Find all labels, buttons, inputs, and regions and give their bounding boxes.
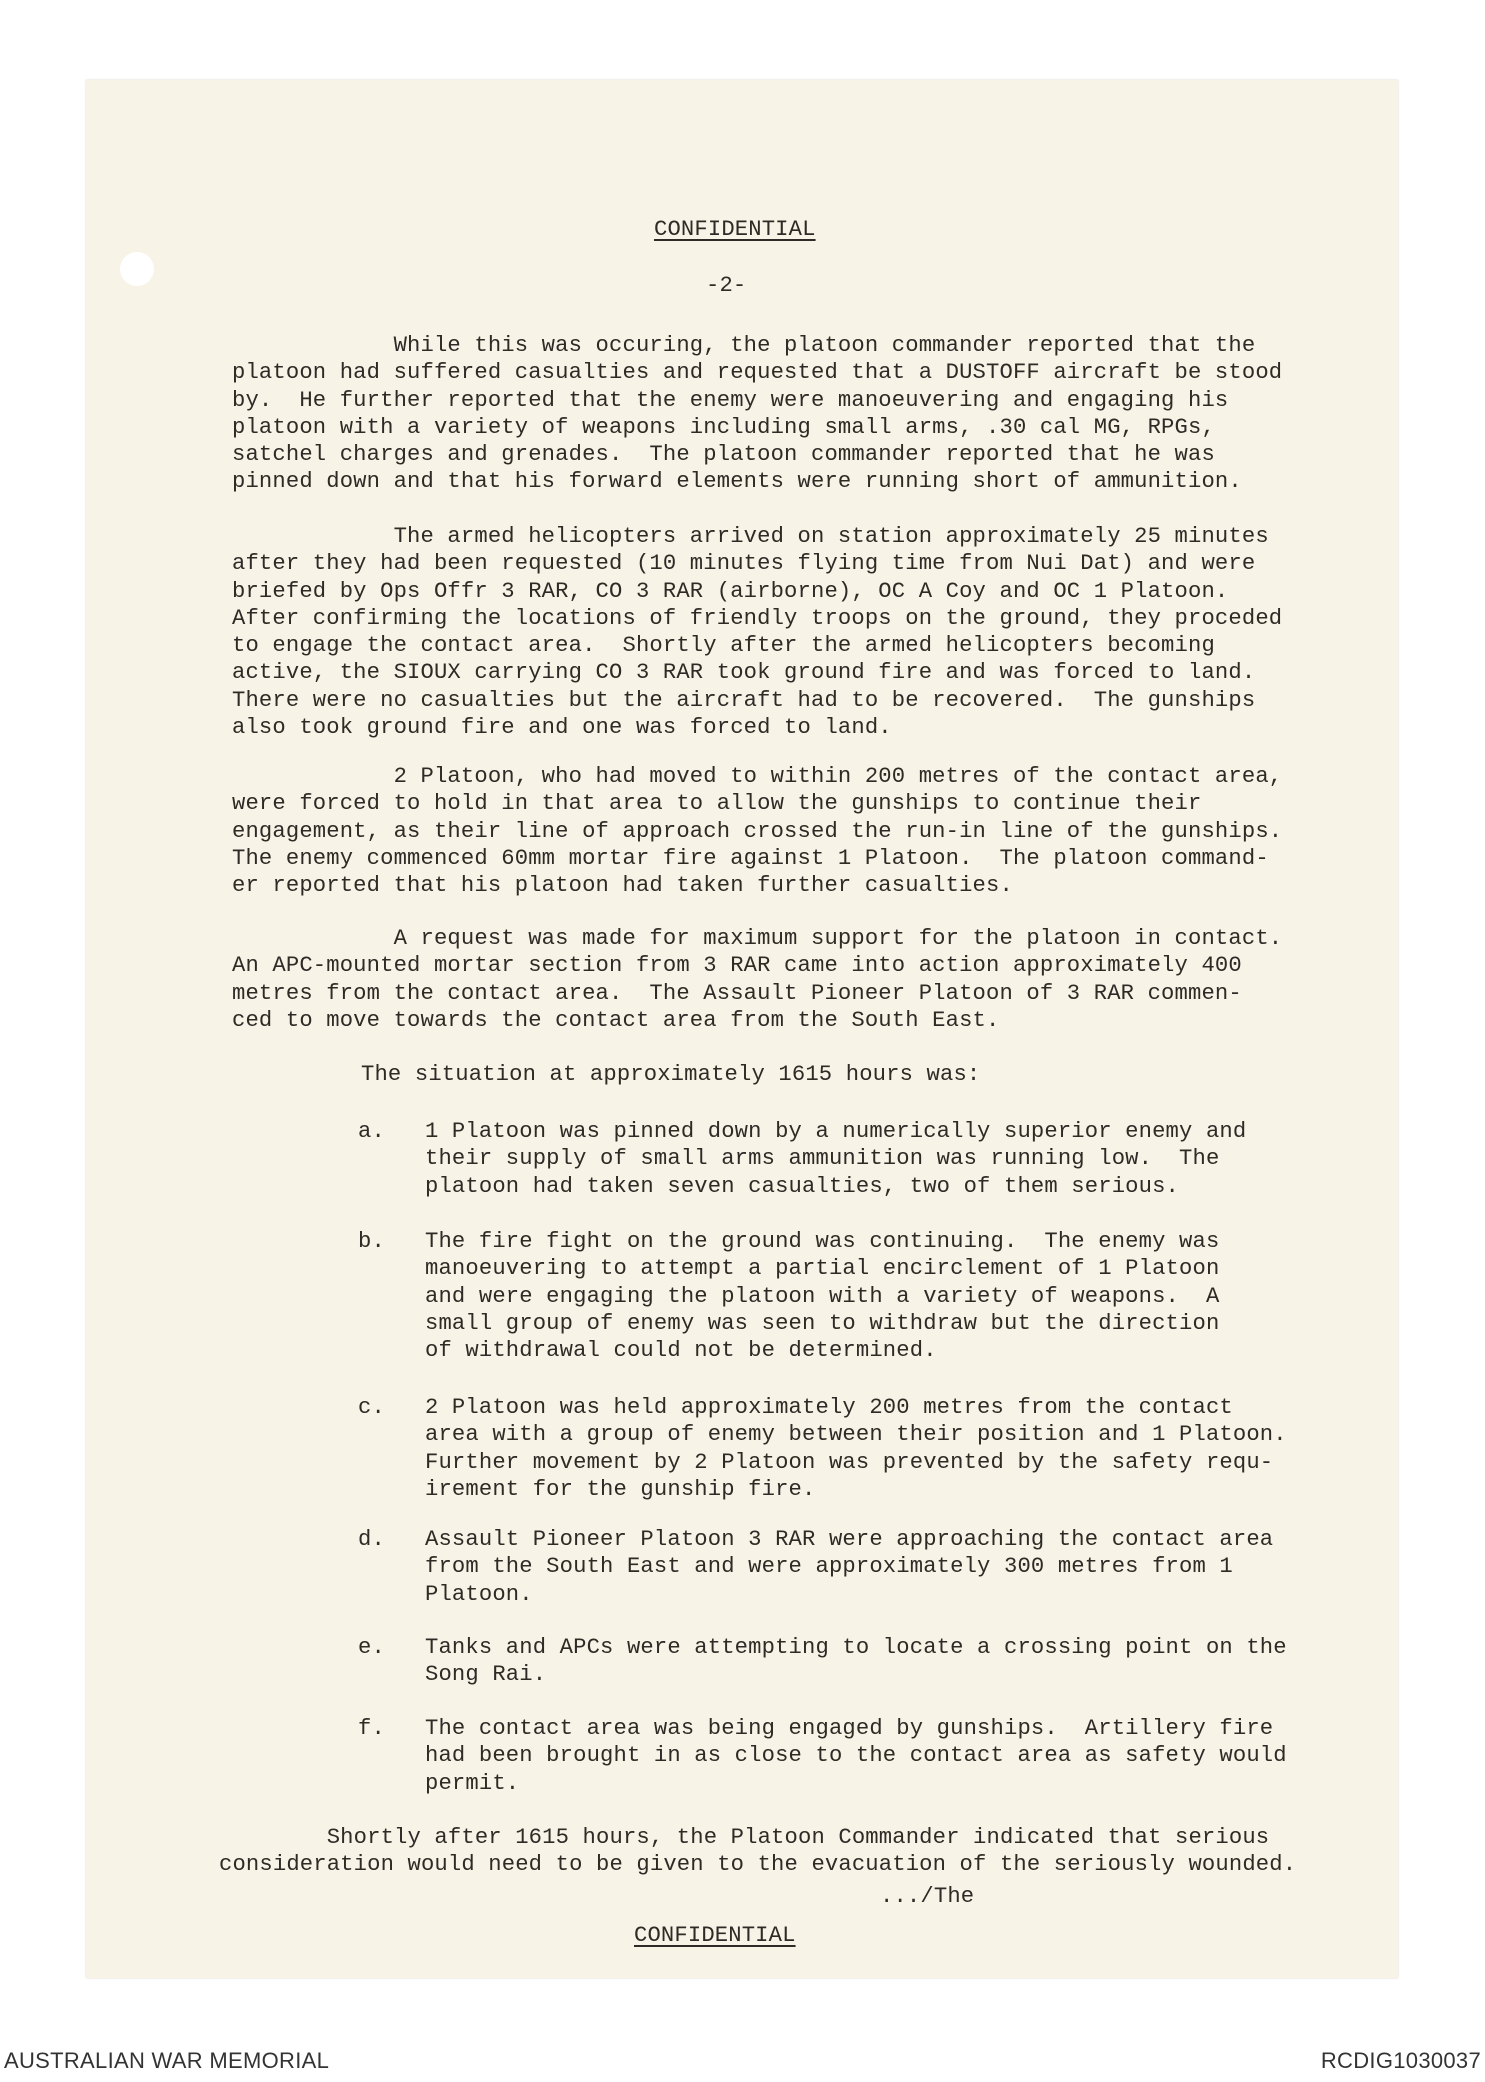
text-line: The contact area was being engaged by gunships. Artillery fire: [425, 1716, 1274, 1741]
text-line: Further movement by 2 Platoon was prevented by the safety requ-: [425, 1449, 1274, 1475]
punch-hole: [120, 252, 154, 286]
text-line: to engage the contact area. Shortly after the armed helicopters becoming: [232, 633, 1215, 659]
list-item-text: [425, 1394, 1287, 1503]
text-line: pinned down and that his forward elements were running short of ammunition.: [232, 469, 1242, 495]
text-line: While this was occuring, the platoon commander reported that the: [232, 333, 1256, 358]
text-line: Shortly after 1615 hours, the Platoon Commander indicated that serious: [219, 1825, 1270, 1850]
text-line: platoon with a variety of weapons including small arms, .30 cal MG, RPGs,: [232, 414, 1215, 440]
text-line: ced to move towards the contact area from the South East.: [232, 1007, 1000, 1033]
text-line: manoeuvering to attempt a partial encirclement of 1 Platoon: [425, 1256, 1220, 1282]
classification-footer: CONFIDENTIAL: [634, 1923, 796, 1948]
text-line: Platoon.: [425, 1581, 533, 1607]
text-line: The armed helicopters arrived on station approximately 25 minutes: [232, 524, 1269, 549]
text-line: had been brought in as close to the contact area as safety would: [425, 1743, 1287, 1769]
text-line: briefed by Ops Offr 3 RAR, CO 3 RAR (airborne), OC A Coy and OC 1 Platoon.: [232, 578, 1229, 604]
page-number: -2-: [706, 273, 747, 298]
text-line: The fire fight on the ground was continuing. The enemy was: [425, 1229, 1220, 1254]
text-line: An APC-mounted mortar section from 3 RAR came into action approximately 400: [232, 953, 1242, 979]
text-line: also took ground fire and one was forced to land.: [232, 715, 892, 741]
list-item-text: [425, 1118, 1246, 1200]
text-line: after they had been requested (10 minutes flying time from Nui Dat) and were: [232, 551, 1256, 577]
paragraph-3: [232, 763, 1282, 899]
archive-credit: AUSTRALIAN WAR MEMORIAL: [4, 2048, 330, 2073]
paragraph-4: [232, 925, 1282, 1034]
text-line: area with a group of enemy between their position and 1 Platoon.: [425, 1422, 1287, 1448]
paragraph-2: [232, 523, 1282, 741]
text-line: After confirming the locations of friendly troops on the ground, they proceded: [232, 605, 1283, 631]
list-item-letter: c.: [358, 1395, 385, 1420]
text-line: platoon had suffered casualties and requested that a DUSTOFF aircraft be stood: [232, 360, 1283, 386]
text-line: were forced to hold in that area to allow the gunships to continue their: [232, 791, 1202, 817]
text-line: irement for the gunship fire.: [425, 1476, 816, 1502]
text-line: There were no casualties but the aircraft had to be recovered. The gunships: [232, 687, 1256, 713]
classification-header: CONFIDENTIAL: [654, 217, 816, 242]
text-line: Song Rai.: [425, 1662, 547, 1688]
text-line: er reported that his platoon had taken further casualties.: [232, 873, 1013, 899]
text-line: Tanks and APCs were attempting to locate a crossing point on the: [425, 1635, 1287, 1660]
list-item-letter: b.: [358, 1229, 385, 1254]
list-item-text: [425, 1715, 1287, 1797]
text-line: A request was made for maximum support for the platoon in contact.: [232, 926, 1283, 951]
text-line: 2 Platoon was held approximately 200 metres from the contact: [425, 1395, 1233, 1420]
list-item-text: [425, 1228, 1219, 1364]
text-line: small group of enemy was seen to withdraw but the direction: [425, 1310, 1220, 1336]
text-line: satchel charges and grenades. The platoon commander reported that he was: [232, 442, 1215, 468]
text-line: engagement, as their line of approach crossed the run-in line of the gunships.: [232, 818, 1283, 844]
list-item-letter: a.: [358, 1119, 385, 1144]
paragraph-1: [232, 332, 1282, 496]
list-item-letter: e.: [358, 1635, 385, 1660]
continuation-marker: .../The: [880, 1884, 975, 1909]
text-line: of withdrawal could not be determined.: [425, 1338, 937, 1364]
text-line: Assault Pioneer Platoon 3 RAR were approaching the contact area: [425, 1527, 1274, 1552]
text-line: their supply of small arms ammunition was running low. The: [425, 1146, 1220, 1172]
text-line: 2 Platoon, who had moved to within 200 metres of the contact area,: [232, 764, 1283, 789]
list-item-text: [425, 1526, 1273, 1608]
archive-id: RCDIG1030037: [1320, 2048, 1481, 2073]
text-line: from the South East and were approximately 300 metres from 1: [425, 1554, 1233, 1580]
text-line: by. He further reported that the enemy were manoeuvering and engaging his: [232, 387, 1229, 413]
situation-intro: The situation at approximately 1615 hours was:: [361, 1062, 981, 1087]
text-line: permit.: [425, 1770, 520, 1796]
text-line: consideration would need to be given to the evacuation of the seriously wounded.: [219, 1852, 1297, 1878]
text-line: and were engaging the platoon with a variety of weapons. A: [425, 1283, 1220, 1309]
text-line: 1 Platoon was pinned down by a numerically superior enemy and: [425, 1119, 1247, 1144]
text-line: The enemy commenced 60mm mortar fire against 1 Platoon. The platoon command-: [232, 845, 1269, 871]
closing-paragraph: [219, 1824, 1296, 1879]
text-line: metres from the contact area. The Assault Pioneer Platoon of 3 RAR commen-: [232, 980, 1242, 1006]
list-item-letter: f.: [358, 1716, 385, 1741]
text-line: active, the SIOUX carrying CO 3 RAR took ground fire and was forced to land.: [232, 660, 1256, 686]
list-item-letter: d.: [358, 1527, 385, 1552]
text-line: platoon had taken seven casualties, two of them serious.: [425, 1173, 1180, 1199]
list-item-text: [425, 1634, 1287, 1689]
